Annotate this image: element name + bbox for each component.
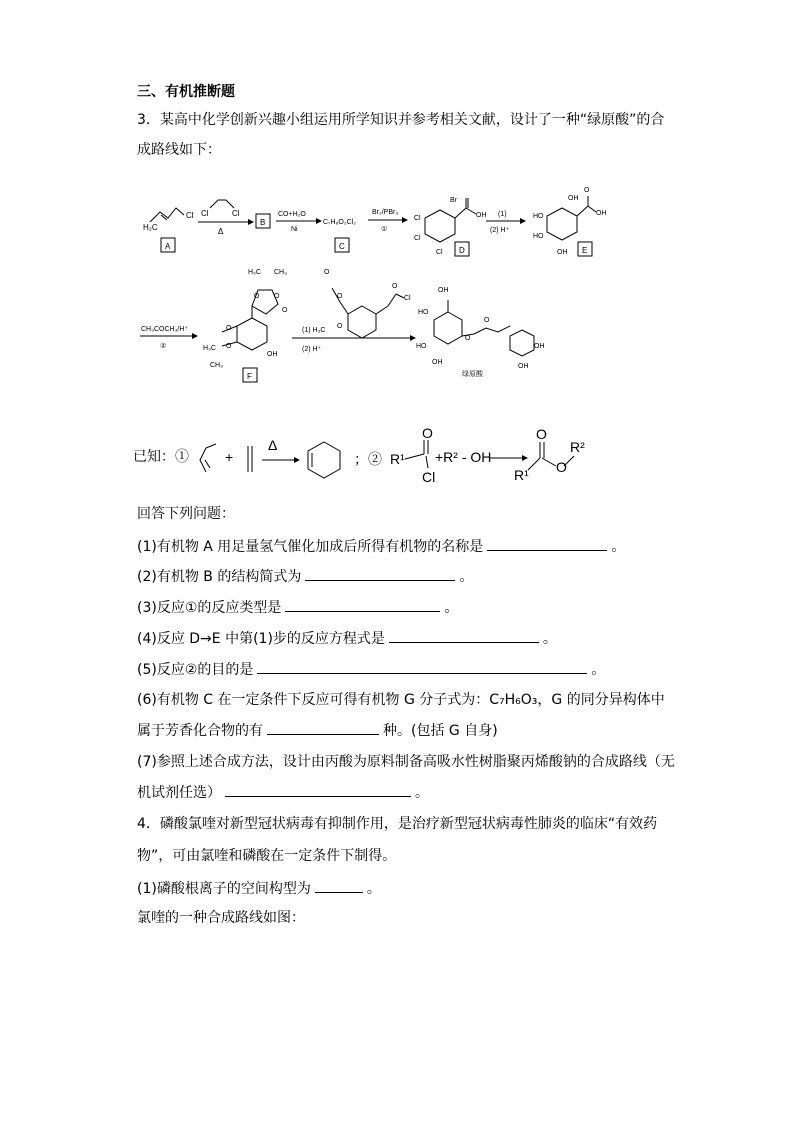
atom-oh-d: OH xyxy=(476,212,487,219)
known-sep: ；② xyxy=(354,451,382,467)
reagent-2: CO+H₂O xyxy=(278,211,306,218)
atom-o-f2: O xyxy=(274,293,280,300)
atom-ho-p1: HO xyxy=(418,309,429,316)
atom-cl-a: Cl xyxy=(186,211,194,220)
question-2-text: (2)有机物 B 的结构简式为 xyxy=(137,569,302,585)
question-3 xyxy=(137,597,458,618)
known-plus: + xyxy=(225,449,234,465)
compound-E-structure xyxy=(533,187,607,256)
atom-cl-d2: Cl xyxy=(414,235,421,242)
atom-ch3-f1: CH₃ xyxy=(274,269,287,276)
question-1-text: (1)有机物 A 用足量氢气催化加成后所得有机物的名称是 xyxy=(137,539,484,555)
reagent-4b: (2) H⁺ xyxy=(490,227,510,234)
question-2 xyxy=(137,566,473,587)
known-r1: R¹ xyxy=(390,451,405,467)
question-6-end: 种。(包括 G 自身) xyxy=(383,723,498,739)
question-6-cont xyxy=(137,720,498,741)
chlorogenic-acid-structure xyxy=(416,287,545,378)
q4-question-1-end: 。 xyxy=(366,881,381,897)
question-6-cont-text: 属于芳香化合物的有 xyxy=(137,723,263,739)
known-prefix: 已知：① xyxy=(133,448,189,464)
atom-ho-e2: HO xyxy=(533,233,544,240)
atom-oh-p4: OH xyxy=(518,363,529,370)
arrow-3 xyxy=(368,209,408,233)
reagent-2b: Ni xyxy=(291,226,298,233)
reagent-1: Δ xyxy=(218,227,224,236)
arrow-1 xyxy=(198,200,254,236)
atom-oh-p1: OH xyxy=(438,287,449,294)
synthesis-scheme xyxy=(0,170,794,410)
known-r1-product: R¹ xyxy=(514,467,529,483)
reagent-3b: ① xyxy=(381,226,388,233)
answer-blank-5[interactable] xyxy=(257,659,587,674)
question-4-end: 。 xyxy=(542,631,557,647)
atom-oh-e2: OH xyxy=(596,210,607,217)
compound-D-structure xyxy=(414,197,487,256)
compound-A-structure xyxy=(143,208,194,232)
reagent-3: Br₂/PBr₃ xyxy=(372,209,399,216)
atom-o-p2: O xyxy=(484,317,490,324)
q4-question-1 xyxy=(137,878,381,899)
label-C: C xyxy=(339,242,345,251)
atom-cl-d1: Cl xyxy=(414,215,421,222)
question-5-text: (5)反应②的目的是 xyxy=(137,662,254,678)
question-7-cont xyxy=(137,782,429,803)
q4-answer-blank-1[interactable] xyxy=(315,878,363,893)
known-o2: O xyxy=(536,426,547,442)
atom-br: Br xyxy=(450,197,457,204)
label-E: E xyxy=(582,246,588,255)
q4-intro-line1: 4．磷酸氯喹对新型冠状病毒有抑制作用，是治疗新型冠状病毒性肺炎的临床“有效药 xyxy=(137,816,658,832)
atom-o-f1: O xyxy=(254,293,260,300)
atom-ho-e1: HO xyxy=(533,213,544,220)
q4-question-1-text: (1)磷酸根离子的空间构型为 xyxy=(137,881,311,897)
reagent-6: (1) H₃C xyxy=(302,327,326,334)
answer-blank-2[interactable] xyxy=(305,566,455,581)
compound-F-structure xyxy=(203,269,288,369)
known-o1: O xyxy=(422,425,433,441)
atom-cl-2: Cl xyxy=(232,209,240,218)
atom-h3c-f2: H₃C xyxy=(203,345,216,352)
known-delta: Δ xyxy=(268,437,278,453)
question-2-end: 。 xyxy=(459,569,474,585)
arrow-5 xyxy=(140,326,198,350)
answer-blank-4[interactable] xyxy=(389,628,539,643)
known-cl: Cl xyxy=(422,469,436,485)
known-reactions xyxy=(0,424,794,488)
atom-h2c: H₂C xyxy=(143,223,158,232)
question-3-end: 。 xyxy=(444,600,459,616)
answer-blank-1[interactable] xyxy=(487,536,607,551)
atom-h3c-f1: H₃C xyxy=(248,269,261,276)
question-3-text: (3)反应①的反应类型是 xyxy=(137,600,282,616)
atom-ho-p2: HO xyxy=(416,343,427,350)
question-6-text: (6)有机物 C 在一定条件下反应可得有机物 G 分子式为：C₇H₆O₃，G 的同分异构体中 xyxy=(137,692,665,708)
question-1 xyxy=(137,536,625,557)
q4-route-line: 氯喹的一种合成路线如图： xyxy=(137,910,305,926)
atom-o-f4: O xyxy=(226,325,232,332)
atom-cl-r: Cl xyxy=(404,295,411,302)
answer-blank-7[interactable] xyxy=(225,782,411,797)
question-4 xyxy=(137,628,557,649)
question-4-text: (4)反应 D→E 中第(1)步的反应方程式是 xyxy=(137,631,385,647)
question-6 xyxy=(137,690,665,710)
answer-prompt: 回答下列问题： xyxy=(137,506,235,522)
reagent-4: (1) xyxy=(498,211,507,218)
question-5-end: 。 xyxy=(591,662,606,678)
reagent-6b: (2) H⁺ xyxy=(302,346,322,353)
arrow-2 xyxy=(276,211,322,233)
question-5 xyxy=(137,659,605,680)
known-r2oh: +R² - OH xyxy=(435,449,492,465)
label-A: A xyxy=(165,242,171,251)
label-F: F xyxy=(247,372,252,381)
question-7-text: (7)参照上述合成方法，设计由丙酸为原料制备高吸水性树脂聚丙烯酸钠的合成路线（无 xyxy=(137,754,675,770)
known-o3: O xyxy=(556,459,567,475)
question-1-end: 。 xyxy=(611,539,626,555)
atom-o-r2: O xyxy=(324,269,330,276)
atom-o-r3: O xyxy=(337,293,343,300)
label-B: B xyxy=(260,218,266,227)
atom-oh-f: OH xyxy=(267,351,278,358)
atom-oh-p3: OH xyxy=(534,343,545,350)
atom-o-r1: O xyxy=(392,283,398,290)
atom-oh-e1: OH xyxy=(568,195,579,202)
q3-intro-line1: 3．某高中化学创新兴趣小组运用所学知识并参考相关文献，设计了一种“绿原酸”的合 xyxy=(137,112,665,128)
atom-oh-e3: OH xyxy=(557,249,568,256)
answer-blank-3[interactable] xyxy=(285,597,440,612)
formula-C: C₇H₈O₂Cl₂ xyxy=(323,219,356,226)
atom-o-f3: O xyxy=(282,307,288,314)
atom-cl-d3: Cl xyxy=(436,249,443,256)
atom-o-r4: O xyxy=(337,323,343,330)
reagent-5: CH₃COCH₃/H⁺ xyxy=(141,326,189,333)
atom-o-e: O xyxy=(584,187,590,194)
label-D: D xyxy=(459,246,465,255)
q4-intro-line2: 物”，可由氯喹和磷酸在一定条件下制得。 xyxy=(137,848,397,864)
answer-blank-6[interactable] xyxy=(267,720,379,735)
atom-oh-p2: OH xyxy=(432,359,443,366)
atom-ch3-f2: CH₃ xyxy=(210,362,223,369)
question-7-cont-text: 机试剂任选） xyxy=(137,785,221,801)
atom-o-p1: O xyxy=(465,335,471,342)
question-7-end: 。 xyxy=(415,785,429,801)
product-name: 绿原酸 xyxy=(462,371,483,378)
arrow-6 xyxy=(292,269,416,353)
arrow-4 xyxy=(486,211,526,234)
reagent-5b: ② xyxy=(160,343,167,350)
atom-cl-1: Cl xyxy=(201,209,209,218)
atom-o-f5: O xyxy=(226,343,232,350)
known-r2: R² xyxy=(570,439,585,455)
question-7 xyxy=(137,752,675,772)
section-title: 三、有机推断题 xyxy=(137,84,235,100)
q3-intro-line2: 成路线如下： xyxy=(137,142,221,158)
